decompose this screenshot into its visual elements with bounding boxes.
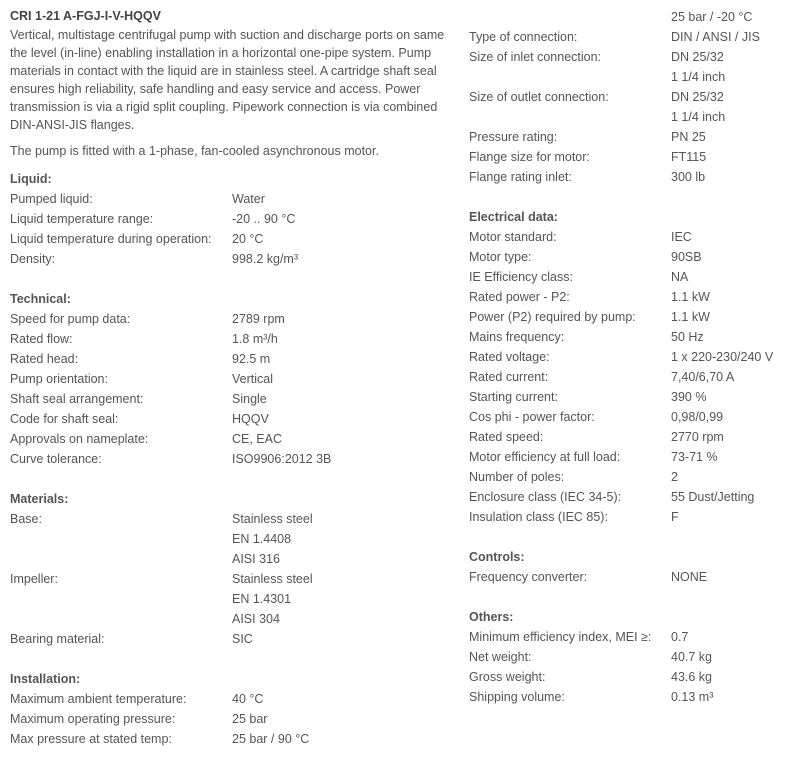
spec-label: Power (P2) required by pump:: [469, 310, 636, 324]
spec-label: Max pressure at stated temp:: [10, 732, 172, 746]
section-heading: Electrical data:: [469, 210, 558, 224]
spec-row-rated-speed: [469, 427, 799, 447]
spec-label: Shipping volume:: [469, 690, 565, 704]
section-materials: [10, 489, 455, 649]
spec-value: 40.7 kg: [671, 650, 713, 664]
spec-values: [671, 147, 706, 167]
spec-values: [232, 429, 282, 449]
spec-value: 1.1 kW: [671, 310, 710, 324]
product-title: CRI 1-21 A-FGJ-I-V-HQQV: [10, 9, 161, 23]
spec-value: DN 25/32: [671, 90, 724, 104]
spec-value: NONE: [671, 570, 708, 584]
spec-values: [671, 647, 712, 667]
spec-row-flange-rating-inlet: [469, 167, 799, 187]
spec-values: [671, 367, 734, 387]
spec-value: 300 lb: [671, 170, 706, 184]
spec-values: [671, 407, 723, 427]
spec-label: Insulation class (IEC 85):: [469, 510, 608, 524]
spec-value: 2: [671, 470, 678, 484]
spec-label: Liquid temperature range:: [10, 212, 154, 226]
spec-label: Rated voltage:: [469, 350, 550, 364]
spec-values: [671, 287, 710, 307]
spec-values: [671, 467, 678, 487]
spec-label: Shaft seal arrangement:: [10, 392, 144, 406]
spec-values: [232, 389, 267, 409]
spec-row-shaft-seal-arrangement: [10, 389, 455, 409]
spec-value: Stainless steel: [232, 572, 313, 586]
spec-values: [671, 7, 752, 27]
spec-value: EN 1.4301: [232, 592, 292, 606]
spec-values: [671, 347, 773, 367]
spec-value: 390 %: [671, 390, 707, 404]
spec-values: [671, 387, 706, 407]
spec-value: -20 .. 90 °C: [232, 212, 296, 226]
section-heading: Controls:: [469, 550, 525, 564]
spec-values: [232, 409, 269, 429]
spec-value: Stainless steel: [232, 512, 313, 526]
spec-row-value: [469, 7, 799, 27]
spec-values: [671, 267, 688, 287]
section-liquid: [10, 169, 455, 269]
spec-label: Pump orientation:: [10, 372, 108, 386]
spec-values: [671, 687, 713, 707]
spec-row-rated-head: [10, 349, 455, 369]
spec-values: [671, 247, 702, 267]
spec-label: Liquid temperature during operation:: [10, 232, 212, 246]
spec-values: [671, 167, 705, 187]
spec-label: Frequency converter:: [469, 570, 588, 584]
spec-values: [232, 709, 267, 729]
spec-row-speed-for-pump-data: [10, 309, 455, 329]
spec-value: 1 1/4 inch: [671, 70, 726, 84]
spec-label: [469, 7, 671, 27]
spec-row-base: [10, 509, 455, 569]
spec-value: 50 Hz: [671, 330, 704, 344]
spec-label: Flange size for motor:: [469, 150, 590, 164]
spec-value: ISO9906:2012 3B: [232, 452, 332, 466]
spec-label: Pumped liquid:: [10, 192, 93, 206]
spec-row-liquid-temperature-during-operation: [10, 229, 455, 249]
section-heading: Liquid:: [10, 172, 52, 186]
spec-values: [671, 567, 707, 587]
spec-row-cos-phi-power-factor: [469, 407, 799, 427]
spec-row-curve-tolerance: [10, 449, 455, 469]
spec-value: 25 bar / -20 °C: [671, 10, 753, 24]
spec-values: [671, 47, 725, 87]
spec-row-bearing-material: [10, 629, 455, 649]
spec-label: Motor type:: [469, 250, 532, 264]
spec-value: FT115: [671, 150, 707, 164]
spec-value: 2770 rpm: [671, 430, 724, 444]
spec-row-number-of-poles: [469, 467, 799, 487]
section-heading: Technical:: [10, 292, 71, 306]
spec-value: Water: [232, 192, 265, 206]
spec-label: Mains frequency:: [469, 330, 565, 344]
spec-value: EN 1.4408: [232, 532, 292, 546]
spec-label: Minimum efficiency index, MEI ≥:: [469, 630, 652, 644]
spec-row-minimum-efficiency-index-mei: [469, 627, 799, 647]
spec-row-pressure-rating: [469, 127, 799, 147]
spec-value: 998.2 kg/m³: [232, 252, 299, 266]
spec-row-rated-voltage: [469, 347, 799, 367]
spec-label: Number of poles:: [469, 470, 565, 484]
motor-description: The pump is fitted with a 1-phase, fan-cooled asynchronous motor.: [10, 144, 379, 158]
section-controls: [469, 547, 799, 587]
spec-label: Gross weight:: [469, 670, 546, 684]
spec-row-frequency-converter: [469, 567, 799, 587]
spec-value: 20 °C: [232, 232, 264, 246]
spec-label: Rated speed:: [469, 430, 544, 444]
spec-row-pump-orientation: [10, 369, 455, 389]
spec-row-enclosure-class-iec-34-5: [469, 487, 799, 507]
spec-label: Speed for pump data:: [10, 312, 131, 326]
spec-value: DN 25/32: [671, 50, 724, 64]
spec-values: [232, 349, 270, 369]
spec-label: Rated flow:: [10, 332, 73, 346]
spec-row-ie-efficiency-class: [469, 267, 799, 287]
spec-value: 1 1/4 inch: [671, 110, 726, 124]
spec-values: [232, 249, 298, 269]
section-heading: Installation:: [10, 672, 81, 686]
spec-values: [671, 667, 712, 687]
section-technical: [10, 289, 455, 469]
spec-value: 0.7: [671, 630, 689, 644]
spec-label: Motor efficiency at full load:: [469, 450, 621, 464]
section-heading: Materials:: [10, 492, 69, 506]
spec-values: [671, 487, 754, 507]
spec-label: Enclosure class (IEC 34-5):: [469, 490, 622, 504]
spec-row-gross-weight: [469, 667, 799, 687]
spec-values: [671, 327, 704, 347]
spec-row-power-p2-required-by-pump: [469, 307, 799, 327]
spec-value: 25 bar / 90 °C: [232, 732, 310, 746]
spec-values: [232, 509, 313, 569]
spec-row-rated-power-p2: [469, 287, 799, 307]
spec-value: 40 °C: [232, 692, 264, 706]
section-electrical-data: [469, 207, 799, 527]
spec-value: F: [671, 510, 679, 524]
product-description: Vertical, multistage centrifugal pump with suction and discharge ports on same the level (in-line) enabling installation in a horizontal one-pipe system. Pump materials in contact with the liquid are in stainless steel. A cartridge shaft seal ensures high reliability, safe handling and easy service and access. Power transmission is via a rigid split coupling. Pipework connection is via combined DIN-ANSI-JIS flanges.: [10, 28, 445, 132]
spec-row-starting-current: [469, 387, 799, 407]
spec-label: Maximum operating pressure:: [10, 712, 176, 726]
spec-values: [232, 689, 263, 709]
spec-label: Size of inlet connection:: [469, 50, 602, 64]
spec-values: [671, 507, 679, 527]
spec-value: Vertical: [232, 372, 273, 386]
spec-value: IEC: [671, 230, 692, 244]
spec-value: PN 25: [671, 130, 706, 144]
spec-row-maximum-operating-pressure: [10, 709, 455, 729]
spec-values: [232, 229, 263, 249]
spec-value: SIC: [232, 632, 253, 646]
spec-values: [232, 309, 285, 329]
spec-row-insulation-class-iec-85: [469, 507, 799, 527]
spec-value: 43.6 kg: [671, 670, 713, 684]
spec-row-impeller: [10, 569, 455, 629]
spec-value: 92.5 m: [232, 352, 271, 366]
spec-value: NA: [671, 270, 689, 284]
spec-row-code-for-shaft-seal: [10, 409, 455, 429]
spec-label: Rated head:: [10, 352, 79, 366]
spec-value: 73-71 %: [671, 450, 718, 464]
spec-value: 1.1 kW: [671, 290, 710, 304]
spec-label: Rated current:: [469, 370, 549, 384]
spec-row-type-of-connection: [469, 27, 799, 47]
section-installation: [10, 669, 455, 749]
spec-row-motor-type: [469, 247, 799, 267]
spec-values: [671, 87, 725, 127]
spec-values: [671, 227, 692, 247]
spec-values: [232, 729, 309, 749]
spec-row-rated-current: [469, 367, 799, 387]
spec-row-flange-size-for-motor: [469, 147, 799, 167]
spec-value: AISI 304: [232, 612, 280, 626]
spec-values: [671, 307, 710, 327]
section-heading: Others:: [469, 610, 514, 624]
spec-label: Motor standard:: [469, 230, 557, 244]
spec-row-mains-frequency: [469, 327, 799, 347]
spec-row-motor-efficiency-at-full-load: [469, 447, 799, 467]
spec-values: [232, 629, 253, 649]
spec-value: 25 bar: [232, 712, 268, 726]
spec-row-pumped-liquid: [10, 189, 455, 209]
spec-row-size-of-inlet-connection: [469, 47, 799, 87]
spec-row-density: [10, 249, 455, 269]
spec-row-shipping-volume: [469, 687, 799, 707]
spec-value: Single: [232, 392, 267, 406]
spec-label: Pressure rating:: [469, 130, 558, 144]
spec-value: 0.13 m³: [671, 690, 714, 704]
spec-value: 55 Dust/Jetting: [671, 490, 755, 504]
spec-label: Maximum ambient temperature:: [10, 692, 187, 706]
spec-label: Approvals on nameplate:: [10, 432, 149, 446]
spec-value: 1 x 220-230/240 V: [671, 350, 774, 364]
spec-label: Cos phi - power factor:: [469, 410, 595, 424]
spec-value: DIN / ANSI / JIS: [671, 30, 760, 44]
spec-values: [671, 427, 724, 447]
spec-values: [671, 627, 688, 647]
spec-value: 0,98/0,99: [671, 410, 724, 424]
spec-label: IE Efficiency class:: [469, 270, 573, 284]
spec-value: HQQV: [232, 412, 269, 426]
spec-row-motor-standard: [469, 227, 799, 247]
spec-value: 90SB: [671, 250, 702, 264]
spec-value: 1.8 m³/h: [232, 332, 278, 346]
spec-row-maximum-ambient-temperature: [10, 689, 455, 709]
spec-values: [232, 449, 331, 469]
spec-values: [671, 127, 706, 147]
spec-values: [232, 369, 273, 389]
spec-value: 7,40/6,70 A: [671, 370, 735, 384]
spec-label: Impeller:: [10, 572, 58, 586]
spec-label: Flange rating inlet:: [469, 170, 572, 184]
spec-row-rated-flow: [10, 329, 455, 349]
spec-label: Bearing material:: [10, 632, 105, 646]
spec-label: Net weight:: [469, 650, 532, 664]
spec-values: [232, 569, 313, 629]
spec-row-max-pressure-at-stated-temp: [10, 729, 455, 749]
section-others: [469, 607, 799, 707]
spec-label: Type of connection:: [469, 30, 578, 44]
spec-row-approvals-on-nameplate: [10, 429, 455, 449]
spec-label: Code for shaft seal:: [10, 412, 119, 426]
spec-label: Rated power - P2:: [469, 290, 570, 304]
spec-values: [671, 27, 760, 47]
spec-label: Size of outlet connection:: [469, 90, 609, 104]
spec-row-liquid-temperature-range: [10, 209, 455, 229]
spec-label: Density:: [10, 252, 56, 266]
spec-label: Curve tolerance:: [10, 452, 102, 466]
spec-value: 2789 rpm: [232, 312, 285, 326]
spec-row-net-weight: [469, 647, 799, 667]
spec-row-size-of-outlet-connection: [469, 87, 799, 127]
spec-values: [232, 209, 295, 229]
spec-values: [232, 329, 278, 349]
spec-values: [671, 447, 718, 467]
spec-label: Base:: [10, 512, 42, 526]
spec-value: CE, EAC: [232, 432, 283, 446]
spec-value: AISI 316: [232, 552, 280, 566]
spec-label: Starting current:: [469, 390, 558, 404]
section-connections: [469, 7, 799, 187]
spec-values: [232, 189, 265, 209]
